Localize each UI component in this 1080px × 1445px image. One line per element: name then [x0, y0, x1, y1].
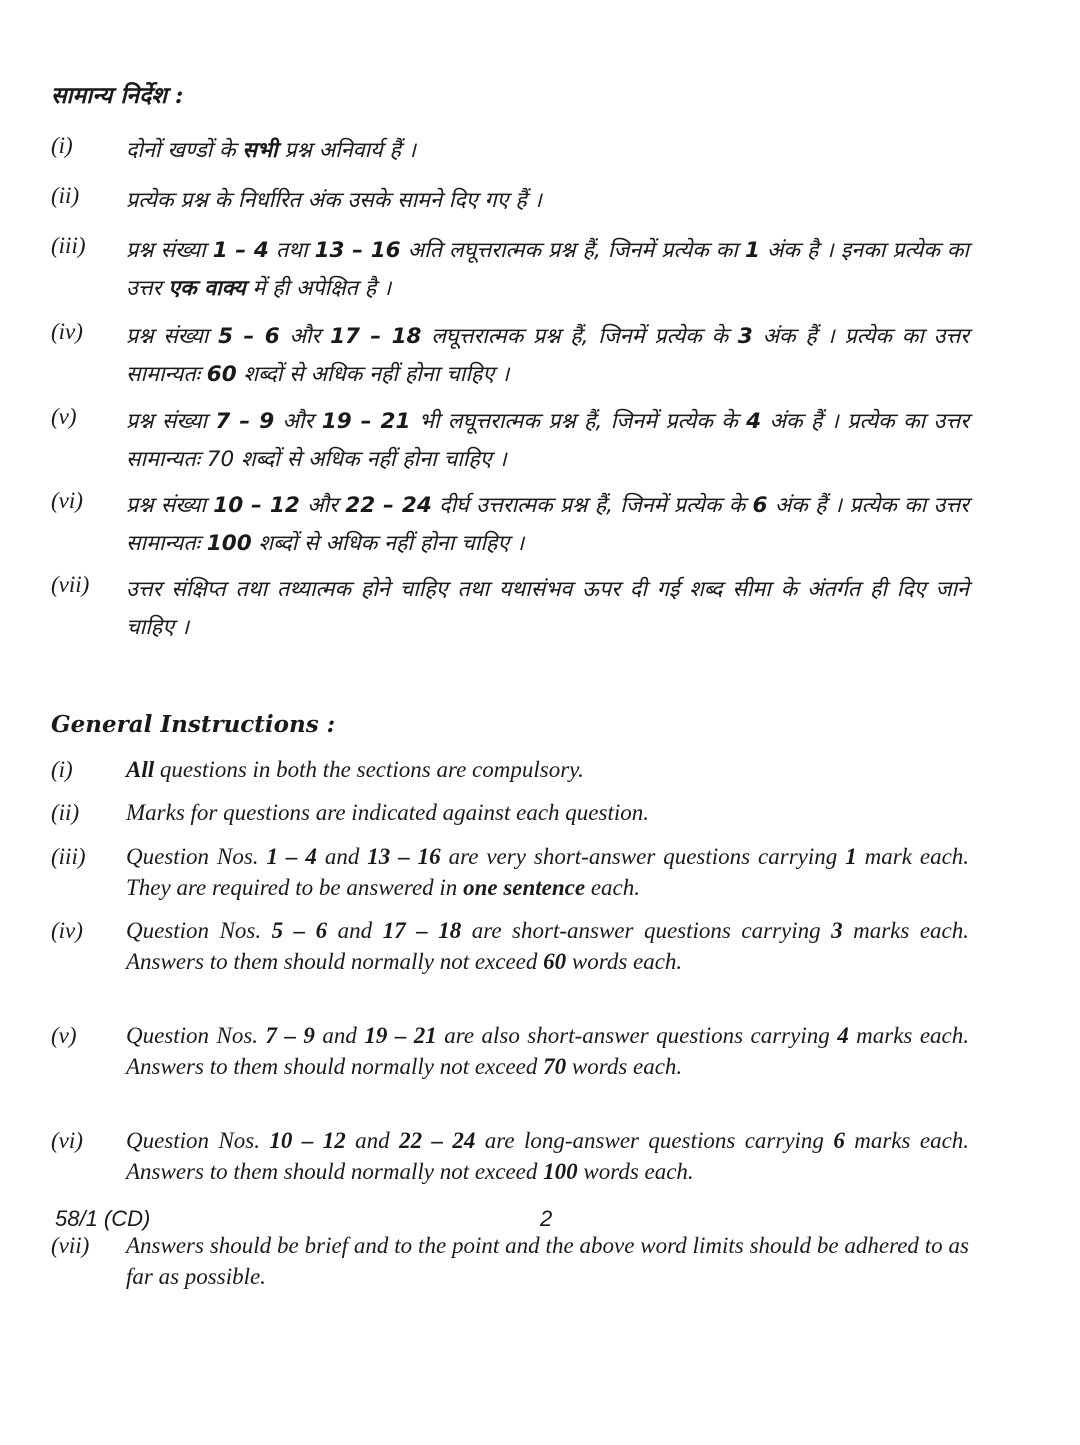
text-run: are short-answer questions carrying: [461, 918, 832, 943]
page-number: 2: [540, 1206, 553, 1231]
text-run: और: [279, 324, 331, 349]
emphasis-text: 22 – 24: [399, 1128, 476, 1153]
instruction-text: [126, 1125, 969, 1187]
emphasis-text: 10 – 12: [213, 493, 300, 518]
text-run: Marks for questions are indicated against each question.: [126, 800, 649, 825]
emphasis-text: 4: [837, 1023, 849, 1048]
item-number: (ii): [51, 800, 80, 825]
instruction-text: [126, 132, 969, 170]
emphasis-text: 70: [543, 1054, 567, 1079]
instruction-text: [126, 571, 969, 647]
emphasis-text: 7 – 9: [215, 409, 275, 434]
emphasis-text: 3: [831, 918, 843, 943]
text-run: भी लघूत्तरात्मक प्रश्न हैं, जिनमें प्रत्येक के: [410, 409, 747, 434]
emphasis-text: 1 – 4: [212, 238, 269, 263]
text-run: words each.: [577, 1159, 694, 1184]
emphasis-text: 60: [543, 949, 567, 974]
text-run: अंक हैं । प्रत्येक का उत्तर सामान्यतः: [126, 324, 969, 387]
instruction-text: [126, 754, 969, 785]
instruction-text: [126, 232, 969, 308]
english-instructions-heading: General Instructions :: [51, 711, 336, 738]
text-run: प्रश्न संख्या: [126, 324, 219, 349]
emphasis-text: 3: [737, 324, 753, 349]
text-run: अंक है । इनका प्रत्येक का उत्तर: [126, 238, 969, 301]
item-number: (iii): [51, 844, 86, 869]
emphasis-text: 22 – 24: [345, 493, 432, 518]
text-run: Question Nos.: [126, 844, 267, 869]
text-run: प्रश्न अनिवार्य हैं ।: [277, 138, 416, 163]
emphasis-text: 13 – 16: [314, 238, 401, 263]
emphasis-text: 10 – 12: [269, 1128, 346, 1153]
paper-code: 58/1 (CD): [55, 1206, 151, 1231]
emphasis-text: 19 – 21: [364, 1023, 437, 1048]
text-run: 70: [206, 447, 235, 472]
emphasis-text: 6: [752, 493, 768, 518]
text-run: दीर्घ उत्तरात्मक प्रश्न हैं, जिनमें प्रत्येक के: [431, 493, 753, 518]
emphasis-text: 17 – 18: [382, 918, 462, 943]
text-run: marks each. Answers to them should normally not exceed: [126, 1023, 969, 1079]
text-run: marks each. Answers to them should normally not exceed: [126, 918, 970, 974]
instruction-text: [126, 915, 969, 977]
emphasis-text: 5 – 6: [271, 918, 328, 943]
text-run: Question Nos.: [126, 918, 272, 943]
text-run: में ही अपेक्षित है ।: [245, 276, 392, 301]
instruction-text: [126, 182, 969, 220]
emphasis-text: 17 – 18: [330, 324, 422, 349]
text-run: are long-answer questions carrying: [475, 1128, 834, 1153]
item-number: (vii): [51, 1233, 90, 1258]
emphasis-text: 1 – 4: [266, 844, 317, 869]
item-number: (v): [51, 1023, 77, 1048]
text-run: लघूत्तरात्मक प्रश्न हैं, जिनमें प्रत्येक के: [421, 324, 738, 349]
emphasis-text: 5 – 6: [218, 324, 280, 349]
text-run: questions in both the sections are compulsory.: [154, 757, 584, 782]
item-number: (ii): [51, 183, 80, 208]
item-number: (i): [51, 133, 73, 158]
text-run: are also short-answer questions carrying: [436, 1023, 838, 1048]
emphasis-text: 100: [543, 1159, 578, 1184]
text-run: Question Nos.: [126, 1023, 266, 1048]
text-run: तथा: [268, 238, 315, 263]
text-run: are very short-answer questions carrying: [440, 844, 846, 869]
text-run: और: [299, 493, 346, 518]
text-run: words each.: [566, 1054, 683, 1079]
emphasis-text: 13 – 16: [367, 844, 441, 869]
instruction-text: [126, 797, 969, 828]
emphasis-text: एक वाक्य: [168, 276, 246, 301]
text-run: शब्दों से अधिक नहीं होना चाहिए ।: [234, 447, 507, 472]
text-run: उत्तर संक्षिप्त तथा तथ्यात्मक होने चाहिए तथा यथासंभव ऊपर दी गई शब्द सीमा के अंतर्गत ही दिए जाने चाहिए ।: [126, 577, 969, 640]
item-number: (v): [51, 404, 77, 429]
item-number: (iv): [51, 319, 83, 344]
item-number: (vi): [51, 1128, 83, 1153]
item-number: (vi): [51, 488, 83, 513]
text-run: प्रश्न संख्या: [126, 493, 214, 518]
item-number: (i): [51, 757, 73, 782]
text-run: and: [316, 844, 368, 869]
text-run: and: [345, 1128, 400, 1153]
instruction-text: [126, 1230, 969, 1292]
text-run: words each.: [566, 949, 683, 974]
emphasis-text: 7 – 9: [265, 1023, 315, 1048]
text-run: and: [327, 918, 383, 943]
instruction-text: [126, 487, 969, 563]
emphasis-text: 6: [833, 1128, 845, 1153]
instruction-text: [126, 841, 969, 903]
text-run: mark each. They are required to be answered in: [126, 844, 970, 900]
text-run: marks each. Answers to them should normally not exceed: [126, 1128, 970, 1184]
emphasis-text: 1: [744, 238, 760, 263]
instruction-text: [126, 403, 969, 479]
emphasis-text: 1: [845, 844, 857, 869]
emphasis-text: 100: [206, 531, 252, 556]
text-run: शब्दों से अधिक नहीं होना चाहिए ।: [236, 362, 510, 387]
emphasis-text: सभी: [242, 138, 278, 163]
text-run: each.: [585, 875, 640, 900]
text-run: प्रश्न संख्या: [126, 409, 216, 434]
text-run: दोनों खण्डों के: [126, 138, 243, 163]
text-run: and: [314, 1023, 365, 1048]
item-number: (vii): [51, 572, 90, 597]
text-run: और: [274, 409, 322, 434]
emphasis-text: one sentence: [463, 875, 586, 900]
text-run: अंक हैं । प्रत्येक का उत्तर सामान्यतः: [126, 493, 969, 556]
text-run: Answers should be brief and to the point and the above word limits should be adhered to as far as possible.: [126, 1233, 969, 1289]
emphasis-text: 4: [746, 409, 762, 434]
hindi-instructions-heading: सामान्य निर्देश :: [51, 82, 184, 109]
instruction-text: [126, 318, 969, 394]
text-run: अंक हैं । प्रत्येक का उत्तर सामान्यतः: [126, 409, 969, 472]
emphasis-text: All: [126, 757, 155, 782]
text-run: Question Nos.: [126, 1128, 270, 1153]
text-run: शब्दों से अधिक नहीं होना चाहिए ।: [251, 531, 525, 556]
emphasis-text: 19 – 21: [321, 409, 411, 434]
text-run: अति लघूत्तरात्मक प्रश्न हैं, जिनमें प्रत्येक का: [400, 238, 745, 263]
item-number: (iii): [51, 233, 86, 258]
emphasis-text: 60: [206, 362, 237, 387]
item-number: (iv): [51, 918, 83, 943]
instruction-text: [126, 1020, 969, 1082]
text-run: प्रश्न संख्या: [126, 238, 213, 263]
text-run: प्रत्येक प्रश्न के निर्धारित अंक उसके सामने दिए गए हैं ।: [126, 188, 542, 213]
